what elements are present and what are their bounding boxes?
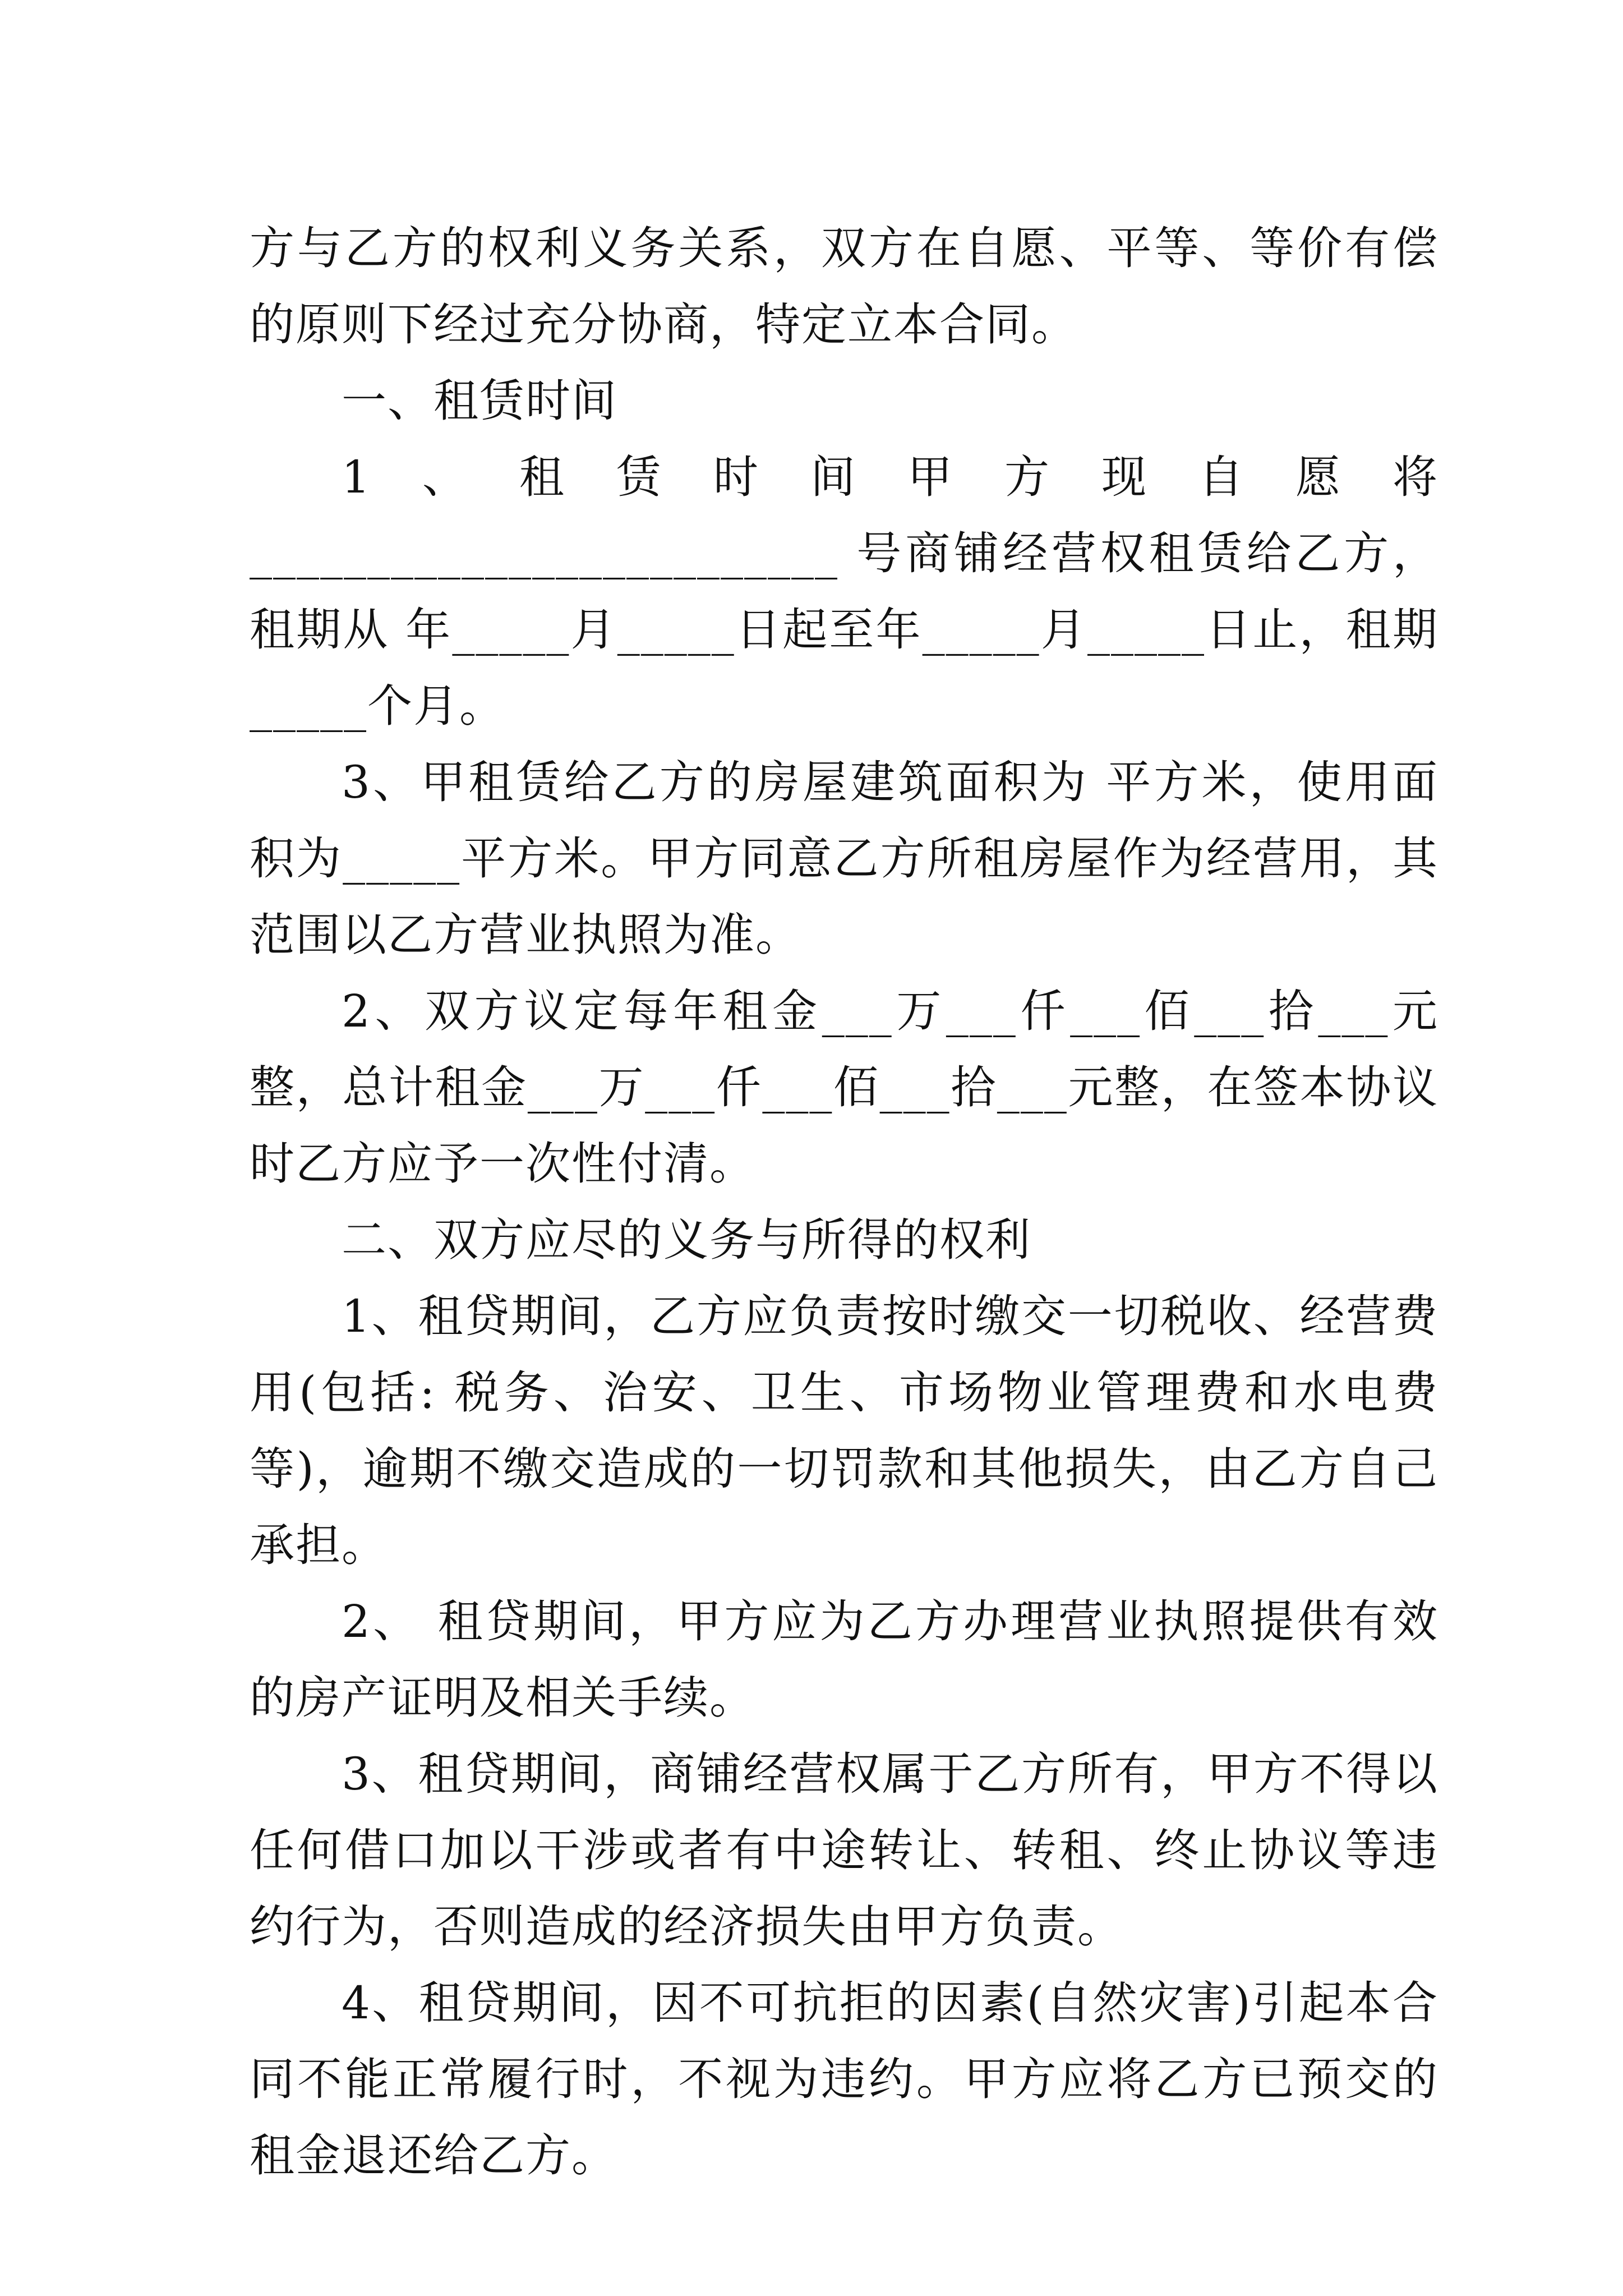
clause-taxes-fees: 1、租贷期间，乙方应负责按时缴交一切税收、经营费用(包括: 税务、治安、卫生、市场物业管理费和水电费等)，逾期不缴交造成的一切罚款和其他损失，由乙方自己承担。 [250, 1290, 1438, 1571]
clause-force-majeure: 4、租贷期间，因不可抗拒的因素(自然灾害)引起本合同不能正常履行时，不视为违约。甲方应将乙方已预交的租金退还给乙方。 [250, 1977, 1438, 2182]
paragraph-intro: 方与乙方的权利义务关系，双方在自愿、平等、等价有偿的原则下经过充分协商，特定立本合同。 [250, 222, 1438, 351]
clause-lease-period: 1、租赁时间甲方现自愿将_________________________ 号商铺经营权租赁给乙方，租期从 年_____月_____日起至年_____月_____日止，租期_____个月。 [250, 451, 1438, 732]
clause-rent-amount: 2、双方议定每年租金___万___仟___佰___拾___元整，总计租金___万___仟___佰___拾___元整，在签本协议时乙方应予一次性付清。 [250, 985, 1438, 1190]
document-body [250, 210, 1438, 2194]
section-heading-lease-term: 一、租赁时间 [342, 375, 617, 427]
section-heading-obligations-rights: 二、双方应尽的义务与所得的权利 [342, 1214, 1031, 1266]
clause-business-license: 2、 租贷期间，甲方应为乙方办理营业执照提供有效的房产证明及相关手续。 [250, 1595, 1438, 1724]
clause-operating-rights: 3、租贷期间，商铺经营权属于乙方所有，甲方不得以任何借口加以干涉或者有中途转让、转租、终止协议等违约行为，否则造成的经济损失由甲方负责。 [250, 1748, 1438, 1953]
clause-floor-area: 3、甲租赁给乙方的房屋建筑面积为 平方米，使用面积为_____平方米。甲方同意乙方所租房屋作为经营用，其范围以乙方营业执照为准。 [250, 756, 1438, 961]
